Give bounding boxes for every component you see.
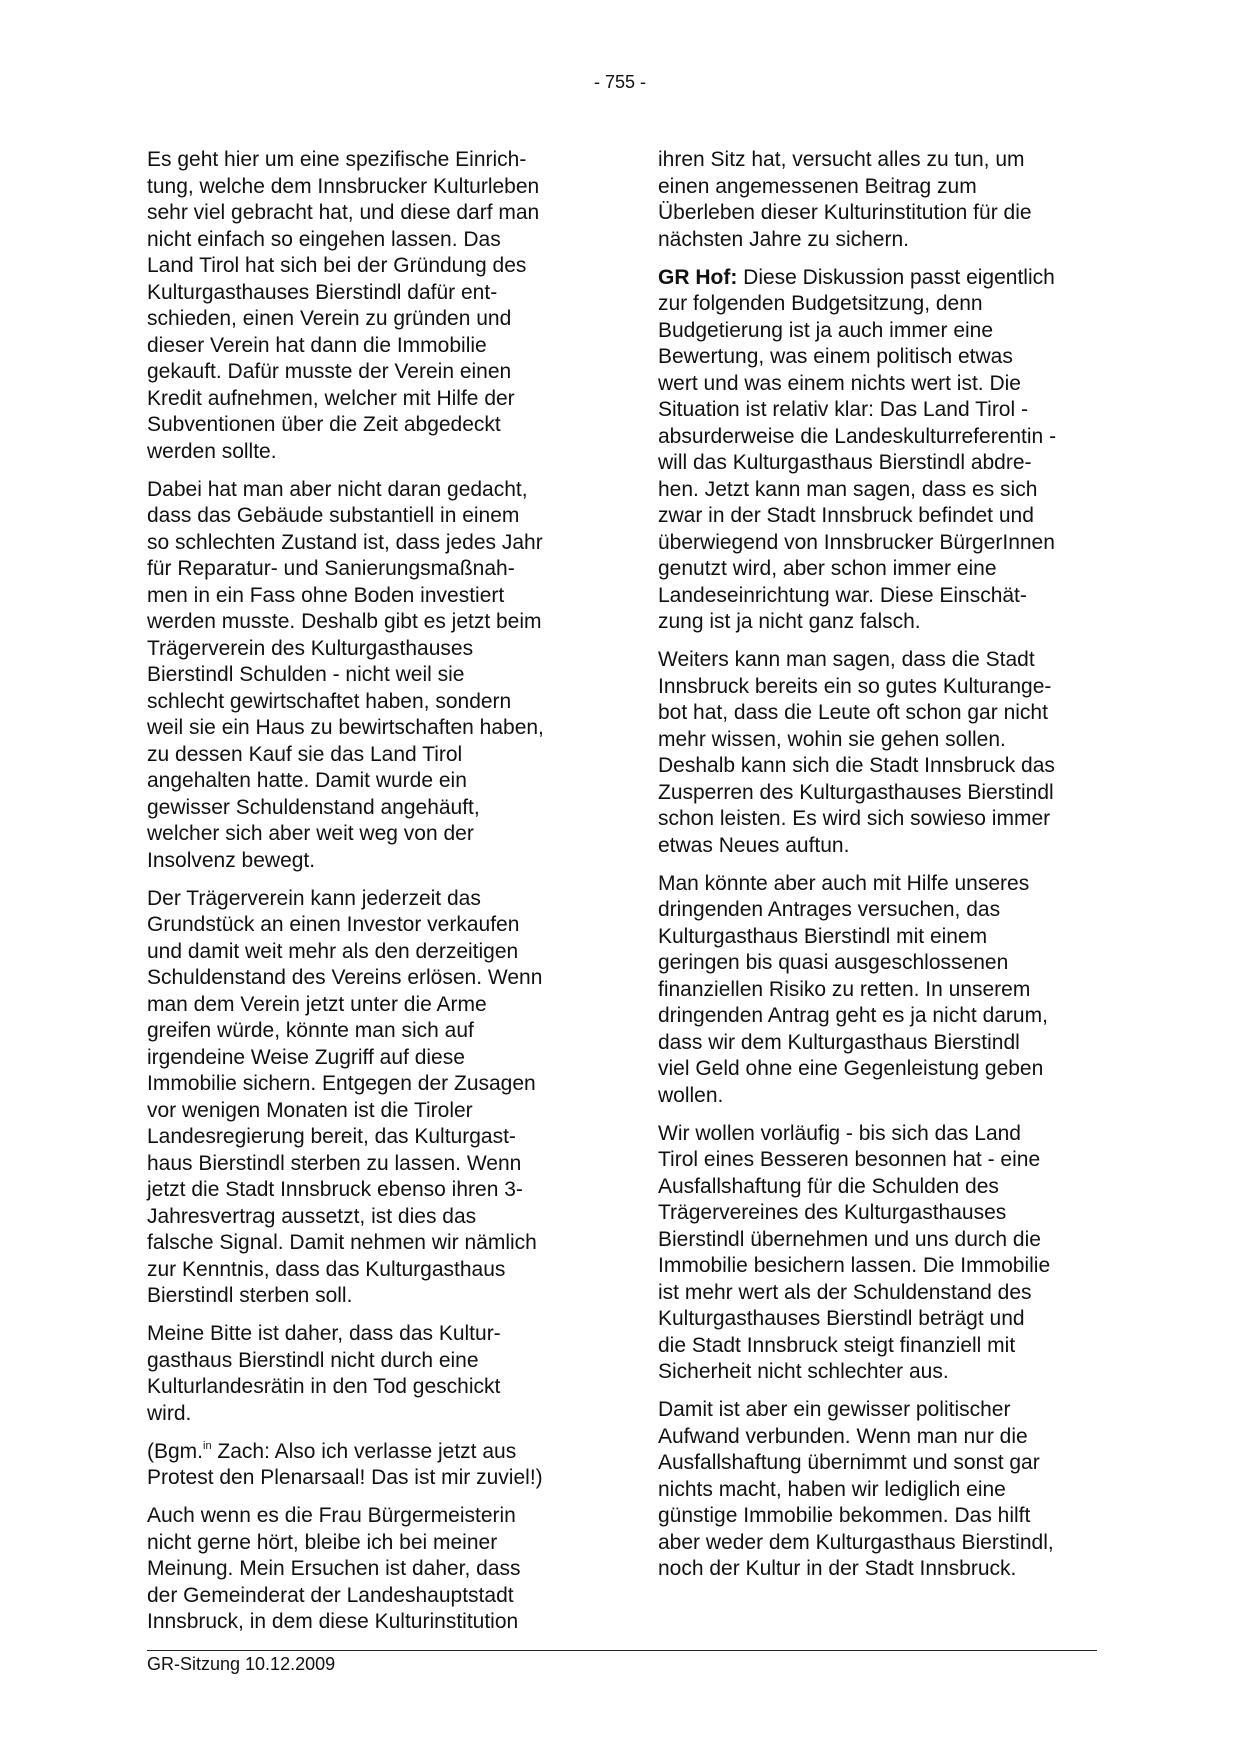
interjection-prefix: (Bgm. — [147, 1439, 204, 1463]
paragraph: Weiters kann man sagen, dass die Stadt Innsbruck bereits ein so gutes Kulturange- bot hat, dass die Leute oft schon gar nicht mehr wissen, wohin sie gehen sollen. Deshalb kann sich die Stadt Innsbruck das Zusperren des Kulturgasthauses Bierstindl schon leisten. Es wird sich sowieso immer etwas Neues auftun. — [658, 648, 1055, 857]
paragraph: Man könnte aber auch mit Hilfe unseres dringenden Antrages versuchen, das Kulturgasthaus Bierstindl mit einem geringen bis quasi ausgeschlossenen finanziellen Risiko zu retten. In unserem dringenden Antrag geht es ja nicht darum, dass wir dem Kulturgasthaus Bierstindl viel Geld ohne eine Gegenleistung geben wollen. — [658, 871, 1048, 1107]
footer-divider — [147, 1650, 1097, 1651]
speech-text: Diese Diskussion passt eigentlich zur folgenden Budgetsitzung, denn Budgetierung ist ja auch immer eine Bewertung, was einem politisch etwas wert und was einem nichts wert ist. Die Situation ist relativ klar: Das Land Tirol - absurderweise die Landeskulturreferentin - will das Kulturgasthaus Bierstindl abdre- hen. Jetzt kann man sagen, dass es sich zwar in der Stadt Innsbruck befindet und überwiegend von Innsbrucker BürgerInnen genutzt wird, aber schon immer eine Landeseinrichtung war. Diese Einschät- zung ist ja nicht ganz falsch. — [658, 265, 1057, 633]
paragraph: Es geht hier um eine spezifische Einrich- tung, welche dem Innsbrucker Kulturleben sehr viel gebracht hat, und diese darf man nicht einfach so eingehen lassen. Das Land Tirol hat sich bei der Gründung des Kulturgasthauses Bierstindl dafür ent- schieden, einen Verein zu gründen und dieser Verein hat dann die Immobilie gekauft. Dafür musste der Verein einen Kredit aufnehmen, welcher mit Hilfe der Subventionen über die Zeit abgedeckt werden sollte. — [147, 148, 540, 463]
page-number: - 755 - — [593, 72, 647, 92]
left-column — [147, 147, 592, 1647]
speech-paragraph — [658, 265, 1108, 636]
paragraph: Dabei hat man aber nicht daran gedacht, dass das Gebäude substantiell in einem so schlechten Zustand ist, dass jedes Jahr für Reparatur- und Sanierungsmaßnah- men in ein Fass ohne Boden investiert werden musste. Deshalb gibt es jetzt beim Trägerverein des Kulturgasthauses Bierstindl Schulden - nicht weil sie schlecht gewirtschaftet haben, sondern weil sie ein Haus zu bewirtschaften haben, zu dessen Kauf sie das Land Tirol angehalten hatte. Damit wurde ein gewisser Schuldenstand angehäuft, welcher sich aber weit weg von der Insolvenz bewegt. — [147, 477, 544, 872]
interjection-text: Zach: Also ich verlasse jetzt aus Protest den Plenarsaal! Das ist mir zuviel!) — [147, 1439, 543, 1489]
right-column — [658, 147, 1108, 1594]
paragraph: Damit ist aber ein gewisser politischer Aufwand verbunden. Wenn man nur die Ausfallshaftung übernimmt und sonst gar nichts macht, haben wir lediglich eine günstige Immobilie bekommen. Das hilft aber weder dem Kulturgasthaus Bierstindl, noch der Kultur in der Stadt Innsbruck. — [658, 1398, 1054, 1580]
paragraph: Meine Bitte ist daher, dass das Kultur- gasthaus Bierstindl nicht durch eine Kulturlandesrätin in den Tod geschickt wird. — [147, 1322, 501, 1425]
speaker-name: GR Hof: — [658, 265, 738, 289]
paragraph: Der Trägerverein kann jederzeit das Grundstück an einen Investor verkaufen und damit weit mehr als den derzeitigen Schuldenstand des Vereins erlösen. Wenn man dem Verein jetzt unter die Arme greifen würde, könnte man sich auf irgendeine Weise Zugriff auf diese Immobilie sichern. Entgegen der Zusagen vor wenigen Monaten ist die Tiroler Landesregierung bereit, das Kulturgast- haus Bierstindl sterben zu lassen. Wenn jetzt die Stadt Innsbruck ebenso ihren 3- Jahresvertrag aussetzt, ist dies das falsche Signal. Damit nehmen wir nämlich zur Kenntnis, dass das Kulturgasthaus Bierstindl sterben soll. — [147, 886, 543, 1307]
paragraph: ihren Sitz hat, versucht alles zu tun, um einen angemessenen Beitrag zum Überleben dieser Kulturinstitution für die nächsten Jahre zu sichern. — [658, 148, 1032, 251]
footer-text: GR-Sitzung 10.12.2009 — [147, 1654, 336, 1674]
paragraph: Wir wollen vorläufig - bis sich das Land Tirol eines Besseren besonnen hat - eine Ausfallshaftung für die Schulden des Trägervereines des Kulturgasthauses Bierstindl übernehmen und uns durch die Immobilie besichern lassen. Die Immobilie ist mehr wert als der Schuldenstand des Kulturgasthauses Bierstindl beträgt und die Stadt Innsbruck steigt finanziell mit Sicherheit nicht schlechter aus. — [658, 1121, 1051, 1383]
interjection — [147, 1439, 592, 1492]
interjection-superscript: in — [203, 1439, 212, 1452]
paragraph: Auch wenn es die Frau Bürgermeisterin nicht gerne hört, bleibe ich bei meiner Meinung. Mein Ersuchen ist daher, dass der Gemeinderat der Landeshauptstadt Innsbruck, in dem diese Kulturinstitution — [147, 1504, 521, 1633]
